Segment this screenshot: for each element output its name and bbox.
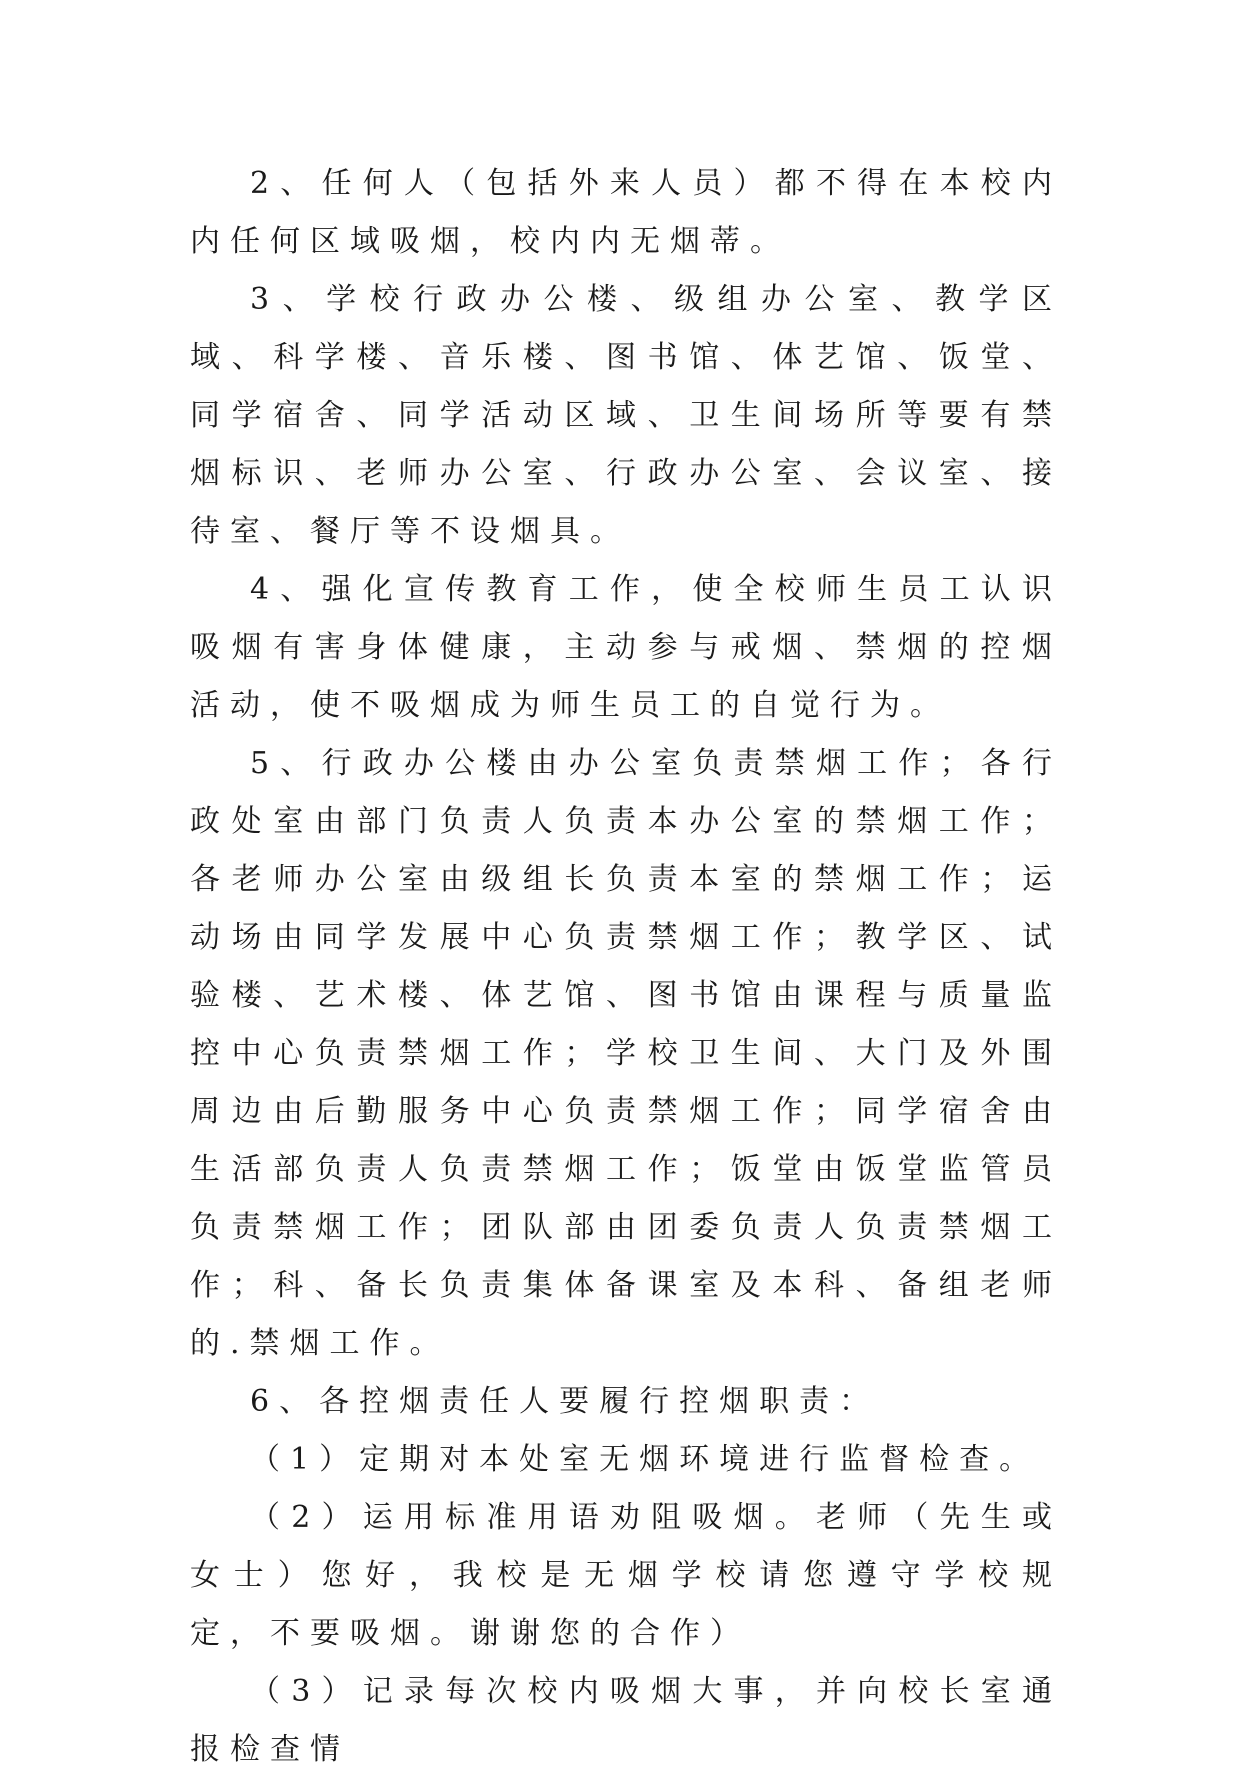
paragraph-rule-6: 6、各控烟责任人要履行控烟职责： [250, 1384, 880, 1419]
paragraph-rule-4: 4、强化宣传教育工作，使全校师生员工认识吸烟有害身体健康，主动参与戒烟、禁烟的控烟活动，使不吸烟成为师生员工的自觉行为。 [190, 572, 1062, 723]
paragraph-rule-3: 3、学校行政办公楼、级组办公室、教学区域、科学楼、音乐楼、图书馆、体艺馆、饭堂、同学宿舍、同学活动区域、卫生间场所等要有禁烟标识、老师办公室、行政办公室、会议室、接待室、餐厅等不设烟具。 [190, 282, 1062, 549]
paragraph-duty-1: （1）定期对本处室无烟环境进行监督检查。 [250, 1442, 1040, 1477]
document-body [190, 155, 1062, 1779]
paragraph-duty-3: （3）记录每次校内吸烟大事，并向校长室通报检查情 [190, 1674, 1062, 1767]
paragraph-rule-2: 2、任何人（包括外来人员）都不得在本校内内任何区域吸烟，校内内无烟蒂。 [190, 166, 1062, 259]
paragraph-rule-5: 5、行政办公楼由办公室负责禁烟工作；各行政处室由部门负责人负责本办公室的禁烟工作；各老师办公室由级组长负责本室的禁烟工作；运动场由同学发展中心负责禁烟工作；教学区、试验楼、艺术楼、体艺馆、图书馆由课程与质量监控中心负责禁烟工作；学校卫生间、大门及外围周边由后勤服务中心负责禁烟工作；同学宿舍由生活部负责人负责禁烟工作；饭堂由饭堂监管员负责禁烟工作；团队部由团委负责人负责禁烟工作；科、备长负责集体备课室及本科、备组老师的.禁烟工作。 [190, 746, 1062, 1361]
paragraph-duty-2: （2）运用标准用语劝阻吸烟。老师（先生或女士）您好，我校是无烟学校请您遵守学校规定，不要吸烟。谢谢您的合作） [190, 1500, 1062, 1651]
